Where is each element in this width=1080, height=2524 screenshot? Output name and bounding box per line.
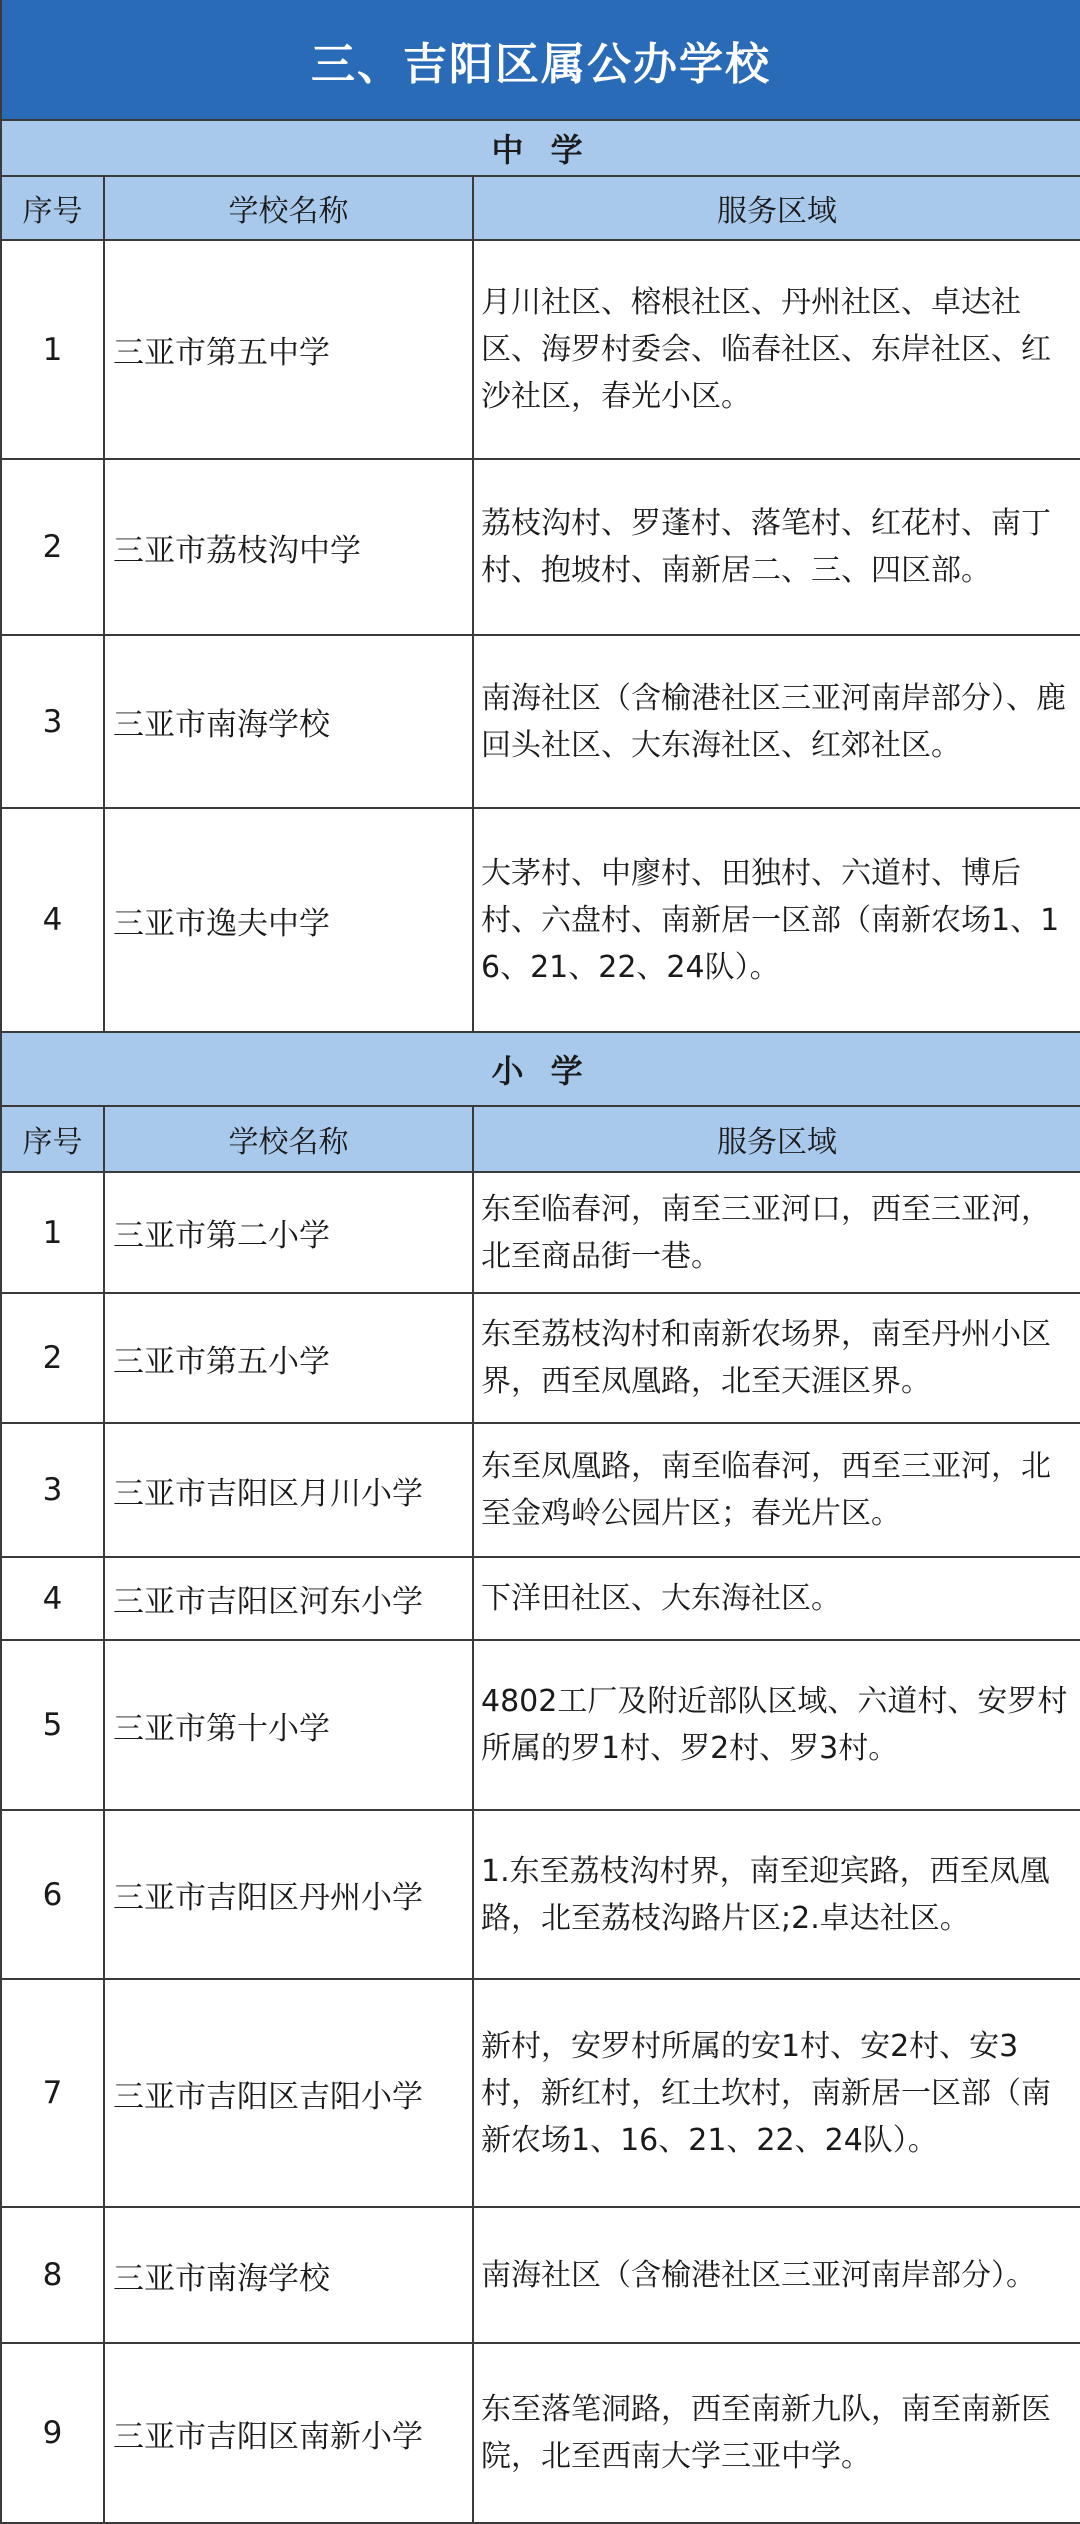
table-row [1,1979,1080,2207]
service-area: 东至凤凰路，南至临春河，西至三亚河，北至金鸡岭公园片区；春光片区。 [473,1423,1080,1557]
table-row [1,2343,1080,2523]
table-row [1,240,1080,459]
column-header-no: 序号 [1,176,104,240]
school-name: 三亚市荔枝沟中学 [104,459,473,635]
table-row [1,1640,1080,1810]
row-number: 2 [1,459,104,635]
school-name: 三亚市吉阳区月川小学 [104,1423,473,1557]
row-number: 8 [1,2207,104,2343]
table-row [1,459,1080,635]
table-row [1,1423,1080,1557]
service-area: 东至荔枝沟村和南新农场界，南至丹州小区界，西至凤凰路，北至天涯区界。 [473,1293,1080,1423]
table-row [1,1557,1080,1640]
table-row [1,635,1080,808]
table-row [1,1810,1080,1979]
section-heading-primary: 小 学 [1,1032,1080,1106]
school-name: 三亚市第二小学 [104,1172,473,1293]
service-area: 南海社区（含榆港社区三亚河南岸部分）。 [473,2207,1080,2343]
school-name: 三亚市第五中学 [104,240,473,459]
school-name: 三亚市吉阳区南新小学 [104,2343,473,2523]
service-area: 下洋田社区、大东海社区。 [473,1557,1080,1640]
table-row [1,1172,1080,1293]
service-area: 东至落笔洞路，西至南新九队，南至南新医院，北至西南大学三亚中学。 [473,2343,1080,2523]
column-header-area: 服务区域 [473,176,1080,240]
table-row [1,1293,1080,1423]
row-number: 6 [1,1810,104,1979]
row-number: 4 [1,808,104,1032]
service-area: 新村，安罗村所属的安1村、安2村、安3村，新红村，红土坎村，南新居一区部（南新农场1、16、21、22、24队）。 [473,1979,1080,2207]
service-area: 东至临春河，南至三亚河口，西至三亚河，北至商品街一巷。 [473,1172,1080,1293]
table-row [1,2207,1080,2343]
row-number: 7 [1,1979,104,2207]
row-number: 5 [1,1640,104,1810]
service-area: 荔枝沟村、罗蓬村、落笔村、红花村、南丁村、抱坡村、南新居二、三、四区部。 [473,459,1080,635]
school-name: 三亚市南海学校 [104,635,473,808]
school-name: 三亚市第五小学 [104,1293,473,1423]
row-number: 1 [1,1172,104,1293]
row-number: 9 [1,2343,104,2523]
school-name: 三亚市吉阳区河东小学 [104,1557,473,1640]
column-header-area: 服务区域 [473,1106,1080,1172]
page-title: 三、吉阳区属公办学校 [1,0,1080,120]
school-name: 三亚市第十小学 [104,1640,473,1810]
service-area: 大茅村、中廖村、田独村、六道村、博后村、六盘村、南新居一区部（南新农场1、16、21、22、24队）。 [473,808,1080,1032]
service-area: 4802工厂及附近部队区域、六道村、安罗村所属的罗1村、罗2村、罗3村。 [473,1640,1080,1810]
school-name: 三亚市吉阳区吉阳小学 [104,1979,473,2207]
column-header-name: 学校名称 [104,176,473,240]
row-number: 1 [1,240,104,459]
column-header-name: 学校名称 [104,1106,473,1172]
service-area: 1.东至荔枝沟村界，南至迎宾路，西至凤凰路，北至荔枝沟路片区;2.卓达社区。 [473,1810,1080,1979]
row-number: 2 [1,1293,104,1423]
row-number: 3 [1,635,104,808]
school-name: 三亚市吉阳区丹州小学 [104,1810,473,1979]
school-name: 三亚市逸夫中学 [104,808,473,1032]
table-row [1,808,1080,1032]
row-number: 4 [1,1557,104,1640]
service-area: 月川社区、榕根社区、丹州社区、卓达社区、海罗村委会、临春社区、东岸社区、红沙社区，春光小区。 [473,240,1080,459]
school-name: 三亚市南海学校 [104,2207,473,2343]
column-header-no: 序号 [1,1106,104,1172]
service-area: 南海社区（含榆港社区三亚河南岸部分）、鹿回头社区、大东海社区、红郊社区。 [473,635,1080,808]
row-number: 3 [1,1423,104,1557]
section-heading-middle: 中 学 [1,120,1080,176]
